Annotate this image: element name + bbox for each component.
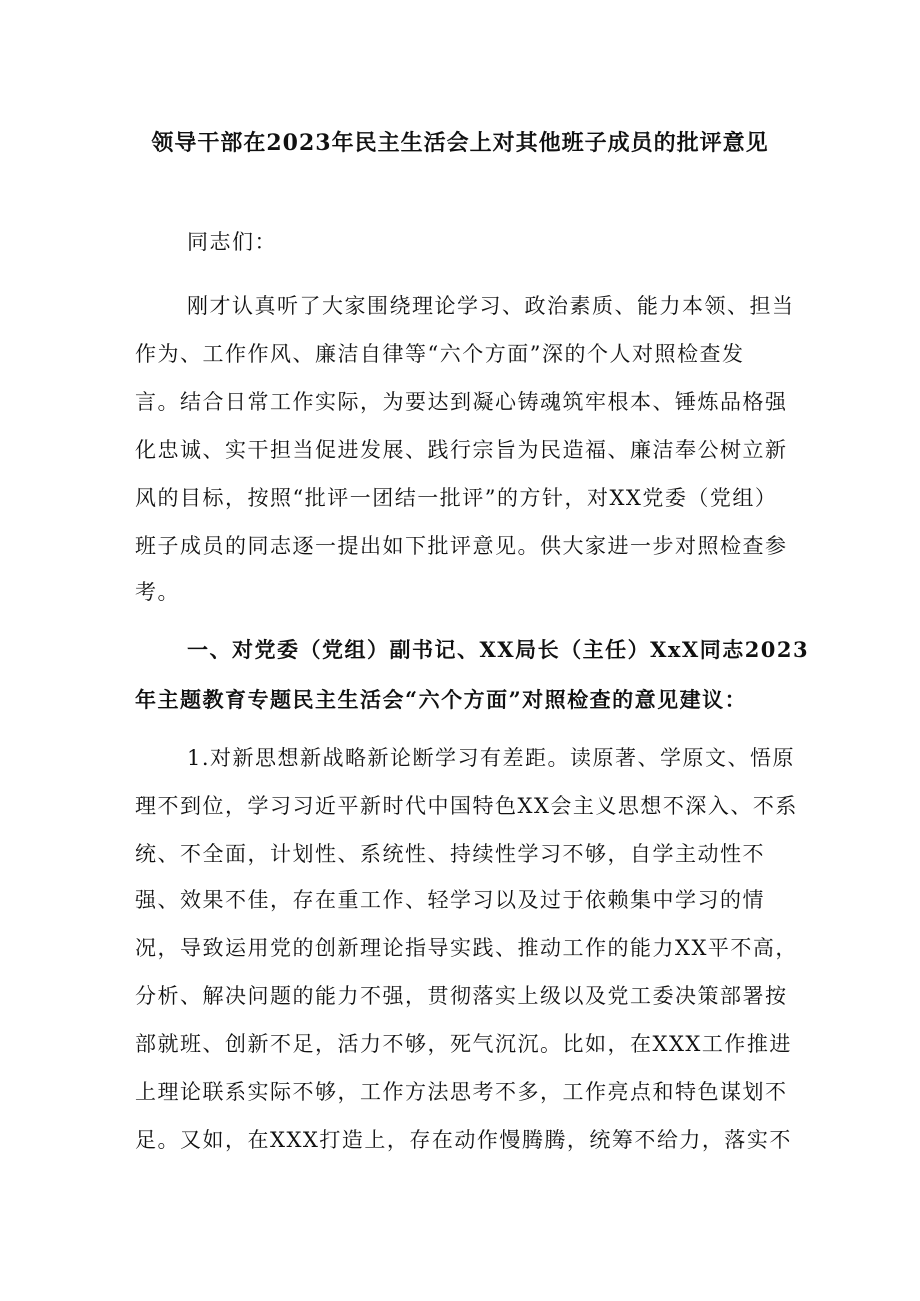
item1-line-9: 足。又如，在XXX打造上，存在动作慢腾腾，统筹不给力，落实不 [135,1128,792,1152]
item1-line-7: 部就班、创新不足，活力不够，死气沉沉。比如，在XXX工作推进 [135,1032,792,1056]
intro-line-3: 言。结合日常工作实际，为要达到凝心铸魂筑牢根本、锤炼品格强 [135,390,788,414]
intro-line-6: 班子成员的同志逐一提出如下批评意见。供大家进一步对照检查参 [135,534,788,558]
item1-line-2: 理不到位，学习习近平新时代中国特色XX会主义思想不深入、不系 [135,794,798,818]
item1-line-6: 分析、解决问题的能力不强，贯彻落实上级以及党工委决策部署按 [135,984,788,1008]
intro-line-4: 化忠诚、实干担当促进发展、践行宗旨为民造福、廉洁奉公树立新 [135,438,788,462]
document-title: 领导干部在2023年民主生活会上对其他班子成员的批评意见 [151,130,769,156]
intro-line-1: 刚才认真听了大家围绕理论学习、政治素质、能力本领、担当 [187,294,795,318]
salutation: 同志们： [187,230,277,254]
item1-line-5: 况，导致运用党的创新理论指导实践、推动工作的能力XX平不高， [135,936,798,960]
intro-line-5: 风的目标，按照“批评一团结一批评”的方针，对XX党委（党组） [135,486,778,510]
item1-line-4: 强、效果不佳，存在重工作、轻学习以及过于依赖集中学习的情 [135,888,765,912]
item1-line-8: 上理论联系实际不够，工作方法思考不多，工作亮点和特色谋划不 [135,1080,788,1104]
intro-line-7: 考。 [135,580,180,604]
item1-line-3: 统、不全面，计划性、系统性、持续性学习不够，自学主动性不 [135,842,765,866]
section1-heading-line-1: 一、对党委（党组）副书记、XX局长（主任）XxX同志2023 [187,637,810,662]
section1-heading-line-2: 年主题教育专题民主生活会“六个方面”对照检查的意见建议： [135,687,748,712]
item1-line-1: 1.对新思想新战略新论断学习有差距。读原著、学原文、悟原 [187,746,796,770]
intro-line-2: 作为、工作作风、廉洁自律等“六个方面”深的个人对照检查发 [135,342,745,366]
